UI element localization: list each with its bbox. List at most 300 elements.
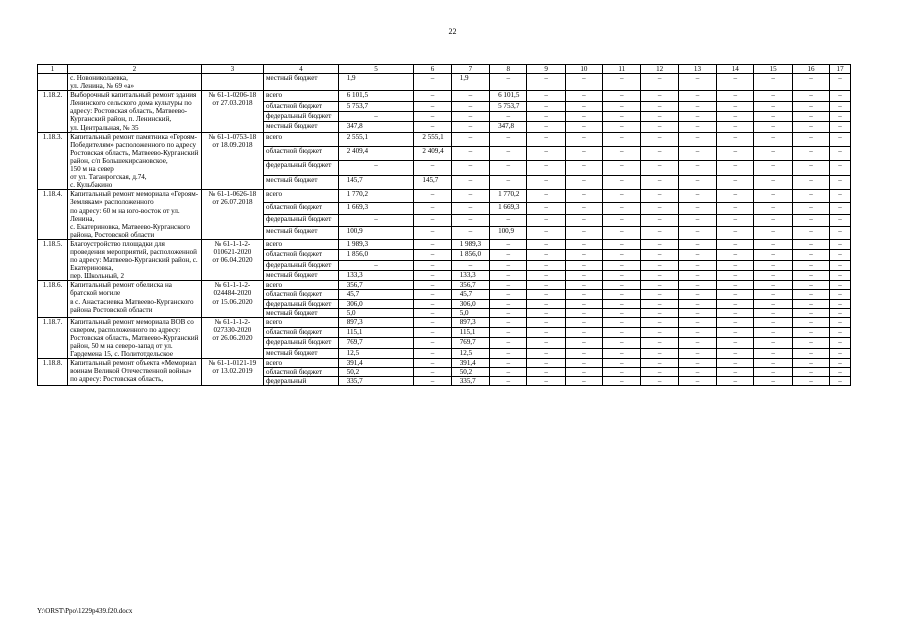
- amount-cell: –: [414, 359, 451, 368]
- amount-cell: 356,7: [338, 281, 414, 290]
- amount-cell: 133,3: [451, 270, 489, 280]
- amount-cell: 769,7: [451, 338, 489, 348]
- funding-source: федеральный бюджет: [264, 215, 339, 227]
- amount-cell: –: [451, 215, 489, 227]
- amount-cell: 6 101,5: [338, 91, 414, 101]
- amount-cell: –: [565, 101, 602, 111]
- amount-cell: –: [414, 250, 451, 260]
- table-row: [38, 190, 851, 202]
- amount-cell: –: [792, 190, 829, 202]
- column-number: 11: [603, 65, 641, 74]
- amount-cell: –: [527, 190, 565, 202]
- expertise-document: № 61-1-0121-19 от 13.02.2019: [201, 359, 263, 386]
- amount-cell: –: [641, 175, 678, 189]
- amount-cell: –: [490, 377, 527, 386]
- amount-cell: –: [527, 227, 565, 239]
- amount-cell: –: [792, 227, 829, 239]
- amount-cell: –: [490, 290, 527, 299]
- amount-cell: –: [754, 317, 792, 327]
- amount-cell: 2 555,1: [338, 132, 414, 146]
- funding-source: федеральный бюджет: [264, 260, 339, 270]
- amount-cell: –: [527, 91, 565, 101]
- amount-cell: –: [754, 91, 792, 101]
- amount-cell: –: [414, 377, 451, 386]
- amount-cell: –: [641, 91, 678, 101]
- amount-cell: –: [641, 132, 678, 146]
- amount-cell: –: [565, 308, 602, 317]
- amount-cell: –: [754, 290, 792, 299]
- amount-cell: –: [565, 74, 602, 91]
- amount-cell: –: [792, 290, 829, 299]
- amount-cell: 1 770,2: [490, 190, 527, 202]
- amount-cell: –: [451, 227, 489, 239]
- item-number: 1.18.5.: [38, 239, 68, 280]
- table-row: [38, 281, 851, 290]
- funding-source: федеральный бюджет: [264, 161, 339, 175]
- amount-cell: –: [565, 175, 602, 189]
- amount-cell: –: [603, 175, 641, 189]
- amount-cell: –: [754, 190, 792, 202]
- amount-cell: –: [414, 317, 451, 327]
- amount-cell: 1,9: [338, 74, 414, 91]
- amount-cell: –: [414, 122, 451, 132]
- program-table: [37, 64, 851, 386]
- amount-cell: 335,7: [451, 377, 489, 386]
- object-description: Капитальный ремонт объекта «Мемориал воинам Великой Отечественной войны» по адресу: Ростовская область,: [68, 359, 202, 386]
- amount-cell: –: [754, 175, 792, 189]
- object-description: Капитальный ремонт мемориала «Героям-Землякам» расположенного по адресу: 60 м на юго-восток от ул. Ленина, с. Екатериновка, Матвеево-Курганского района, Ростовской области: [68, 190, 202, 240]
- column-number: 3: [201, 65, 263, 74]
- amount-cell: –: [641, 348, 678, 358]
- amount-cell: –: [565, 239, 602, 249]
- amount-cell: –: [717, 122, 754, 132]
- amount-cell: 100,9: [338, 227, 414, 239]
- amount-cell: –: [414, 202, 451, 214]
- amount-cell: –: [754, 215, 792, 227]
- amount-cell: 897,3: [338, 317, 414, 327]
- amount-cell: –: [754, 377, 792, 386]
- funding-source: местный бюджет: [264, 348, 339, 358]
- amount-cell: –: [451, 161, 489, 175]
- funding-source: местный бюджет: [264, 227, 339, 239]
- amount-cell: –: [678, 338, 716, 348]
- funding-source: местный бюджет: [264, 270, 339, 280]
- expertise-document: № 61-1-1-2- 024484-2020 от 15.06.2020: [201, 281, 263, 317]
- amount-cell: –: [641, 190, 678, 202]
- amount-cell: 133,3: [338, 270, 414, 280]
- amount-cell: –: [792, 147, 829, 161]
- amount-cell: –: [830, 132, 851, 146]
- amount-cell: –: [678, 175, 716, 189]
- object-description: Капитальный ремонт мемориала ВОВ со сквером, расположенного по адресу: Ростовская область, Матвеево-Курганский район, 50 м на северо-запад от ул. Гардемена 15, с. Политотдельское: [68, 317, 202, 358]
- amount-cell: 1 856,0: [338, 250, 414, 260]
- amount-cell: –: [678, 290, 716, 299]
- amount-cell: –: [603, 281, 641, 290]
- amount-cell: –: [451, 101, 489, 111]
- amount-cell: –: [414, 281, 451, 290]
- amount-cell: –: [414, 161, 451, 175]
- amount-cell: –: [754, 250, 792, 260]
- amount-cell: –: [527, 359, 565, 368]
- amount-cell: –: [603, 260, 641, 270]
- funding-source: всего: [264, 132, 339, 146]
- amount-cell: –: [641, 270, 678, 280]
- amount-cell: –: [641, 215, 678, 227]
- column-number: 8: [490, 65, 527, 74]
- amount-cell: –: [603, 215, 641, 227]
- amount-cell: –: [678, 190, 716, 202]
- amount-cell: –: [754, 227, 792, 239]
- amount-cell: –: [565, 190, 602, 202]
- funding-source: областной бюджет: [264, 290, 339, 299]
- amount-cell: –: [717, 290, 754, 299]
- amount-cell: 306,0: [338, 299, 414, 308]
- amount-cell: –: [603, 317, 641, 327]
- amount-cell: –: [641, 281, 678, 290]
- amount-cell: –: [641, 147, 678, 161]
- amount-cell: –: [754, 132, 792, 146]
- amount-cell: –: [830, 281, 851, 290]
- amount-cell: –: [527, 215, 565, 227]
- amount-cell: –: [792, 74, 829, 91]
- amount-cell: –: [792, 260, 829, 270]
- amount-cell: –: [641, 377, 678, 386]
- column-number: 5: [338, 65, 414, 74]
- amount-cell: –: [414, 111, 451, 121]
- amount-cell: 1 669,3: [338, 202, 414, 214]
- expertise-document: № 61-1-0206-18 от 27.03.2018: [201, 91, 263, 132]
- amount-cell: –: [527, 290, 565, 299]
- amount-cell: –: [603, 74, 641, 91]
- column-number: 16: [792, 65, 829, 74]
- amount-cell: –: [603, 348, 641, 358]
- amount-cell: –: [603, 227, 641, 239]
- column-number-row: [38, 65, 851, 74]
- amount-cell: –: [717, 299, 754, 308]
- amount-cell: –: [792, 281, 829, 290]
- amount-cell: –: [792, 377, 829, 386]
- amount-cell: –: [717, 281, 754, 290]
- amount-cell: –: [527, 239, 565, 249]
- amount-cell: –: [792, 368, 829, 377]
- funding-source: всего: [264, 317, 339, 327]
- funding-source: местный бюджет: [264, 175, 339, 189]
- table-row: [38, 317, 851, 327]
- amount-cell: –: [754, 161, 792, 175]
- funding-source: всего: [264, 239, 339, 249]
- amount-cell: –: [527, 147, 565, 161]
- amount-cell: –: [490, 270, 527, 280]
- amount-cell: –: [830, 338, 851, 348]
- amount-cell: –: [830, 368, 851, 377]
- amount-cell: –: [678, 328, 716, 338]
- amount-cell: 100,9: [490, 227, 527, 239]
- amount-cell: –: [678, 215, 716, 227]
- amount-cell: –: [754, 348, 792, 358]
- amount-cell: –: [414, 368, 451, 377]
- amount-cell: –: [717, 161, 754, 175]
- column-number: 14: [717, 65, 754, 74]
- amount-cell: –: [565, 328, 602, 338]
- amount-cell: –: [830, 239, 851, 249]
- amount-cell: –: [603, 91, 641, 101]
- amount-cell: –: [603, 359, 641, 368]
- amount-cell: –: [678, 202, 716, 214]
- amount-cell: –: [678, 368, 716, 377]
- amount-cell: –: [678, 101, 716, 111]
- amount-cell: –: [754, 270, 792, 280]
- item-number: 1.18.6.: [38, 281, 68, 317]
- amount-cell: –: [717, 101, 754, 111]
- amount-cell: –: [717, 377, 754, 386]
- amount-cell: –: [830, 270, 851, 280]
- amount-cell: 45,7: [451, 290, 489, 299]
- amount-cell: 6 101,5: [490, 91, 527, 101]
- amount-cell: –: [451, 202, 489, 214]
- amount-cell: –: [490, 111, 527, 121]
- amount-cell: –: [792, 348, 829, 358]
- amount-cell: –: [678, 161, 716, 175]
- amount-cell: 1 989,3: [338, 239, 414, 249]
- funding-source: областной бюджет: [264, 202, 339, 214]
- amount-cell: –: [754, 281, 792, 290]
- amount-cell: –: [414, 270, 451, 280]
- amount-cell: –: [717, 250, 754, 260]
- amount-cell: –: [641, 317, 678, 327]
- amount-cell: –: [527, 317, 565, 327]
- amount-cell: –: [678, 348, 716, 358]
- amount-cell: –: [792, 299, 829, 308]
- amount-cell: 335,7: [338, 377, 414, 386]
- funding-source: всего: [264, 359, 339, 368]
- amount-cell: –: [490, 175, 527, 189]
- amount-cell: –: [717, 338, 754, 348]
- amount-cell: –: [678, 317, 716, 327]
- amount-cell: –: [414, 338, 451, 348]
- amount-cell: –: [565, 270, 602, 280]
- amount-cell: 1 989,3: [451, 239, 489, 249]
- amount-cell: –: [641, 250, 678, 260]
- amount-cell: –: [830, 161, 851, 175]
- amount-cell: –: [565, 250, 602, 260]
- amount-cell: 115,1: [338, 328, 414, 338]
- amount-cell: –: [641, 338, 678, 348]
- funding-source: федеральный бюджет: [264, 299, 339, 308]
- amount-cell: –: [490, 328, 527, 338]
- amount-cell: –: [717, 317, 754, 327]
- amount-cell: –: [717, 359, 754, 368]
- amount-cell: –: [565, 368, 602, 377]
- amount-cell: –: [830, 260, 851, 270]
- amount-cell: 356,7: [451, 281, 489, 290]
- amount-cell: –: [754, 74, 792, 91]
- funding-source: всего: [264, 91, 339, 101]
- amount-cell: –: [527, 175, 565, 189]
- amount-cell: 2 555,1: [414, 132, 451, 146]
- object-description: с. Новониколаевка, ул. Ленина, № 69 «а»: [68, 74, 202, 91]
- amount-cell: –: [490, 132, 527, 146]
- amount-cell: –: [527, 299, 565, 308]
- amount-cell: –: [527, 328, 565, 338]
- amount-cell: 5,0: [338, 308, 414, 317]
- amount-cell: –: [792, 161, 829, 175]
- amount-cell: –: [603, 202, 641, 214]
- amount-cell: –: [565, 338, 602, 348]
- amount-cell: –: [641, 328, 678, 338]
- amount-cell: –: [527, 368, 565, 377]
- amount-cell: 50,2: [338, 368, 414, 377]
- amount-cell: 347,8: [490, 122, 527, 132]
- amount-cell: 391,4: [451, 359, 489, 368]
- amount-cell: –: [490, 161, 527, 175]
- funding-source: областной бюджет: [264, 250, 339, 260]
- amount-cell: –: [792, 101, 829, 111]
- amount-cell: –: [565, 359, 602, 368]
- amount-cell: –: [678, 281, 716, 290]
- amount-cell: –: [603, 132, 641, 146]
- amount-cell: –: [792, 215, 829, 227]
- amount-cell: –: [792, 270, 829, 280]
- amount-cell: –: [717, 202, 754, 214]
- amount-cell: –: [490, 299, 527, 308]
- amount-cell: –: [830, 74, 851, 91]
- amount-cell: –: [792, 202, 829, 214]
- expertise-document: [201, 74, 263, 91]
- expertise-document: № 61-1-1-2- 027330-2020 от 26.06.2020: [201, 317, 263, 358]
- amount-cell: 1 770,2: [338, 190, 414, 202]
- amount-cell: –: [678, 239, 716, 249]
- amount-cell: –: [641, 359, 678, 368]
- amount-cell: –: [678, 91, 716, 101]
- column-number: 4: [264, 65, 339, 74]
- amount-cell: –: [490, 281, 527, 290]
- amount-cell: –: [792, 328, 829, 338]
- amount-cell: –: [641, 74, 678, 91]
- amount-cell: –: [754, 111, 792, 121]
- amount-cell: –: [717, 147, 754, 161]
- expertise-document: № 61-1-0753-18 от 18.09.2018: [201, 132, 263, 190]
- amount-cell: –: [754, 122, 792, 132]
- amount-cell: –: [490, 239, 527, 249]
- file-path: Y:\ORST\Ppo\1229p439.f20.docx: [37, 607, 133, 615]
- amount-cell: –: [830, 175, 851, 189]
- amount-cell: –: [527, 101, 565, 111]
- amount-cell: –: [527, 250, 565, 260]
- amount-cell: –: [451, 147, 489, 161]
- item-number: 1.18.8.: [38, 359, 68, 386]
- amount-cell: –: [565, 317, 602, 327]
- object-description: Капитальный ремонт обелиска на братской могиле в с. Анастасиевка Матвеево-Курганского района Ростовской области: [68, 281, 202, 317]
- table-row: [38, 359, 851, 368]
- amount-cell: –: [414, 328, 451, 338]
- funding-source: федеральный бюджет: [264, 111, 339, 121]
- amount-cell: –: [490, 250, 527, 260]
- amount-cell: 897,3: [451, 317, 489, 327]
- amount-cell: –: [754, 101, 792, 111]
- amount-cell: –: [414, 290, 451, 299]
- amount-cell: –: [527, 111, 565, 121]
- amount-cell: 769,7: [338, 338, 414, 348]
- amount-cell: –: [603, 299, 641, 308]
- amount-cell: –: [603, 161, 641, 175]
- amount-cell: –: [830, 317, 851, 327]
- column-number: 17: [830, 65, 851, 74]
- amount-cell: –: [678, 260, 716, 270]
- amount-cell: 2 409,4: [338, 147, 414, 161]
- amount-cell: –: [678, 359, 716, 368]
- amount-cell: –: [414, 190, 451, 202]
- amount-cell: –: [603, 308, 641, 317]
- amount-cell: –: [603, 101, 641, 111]
- amount-cell: –: [792, 91, 829, 101]
- amount-cell: 5 753,7: [490, 101, 527, 111]
- column-number: 7: [451, 65, 489, 74]
- amount-cell: 306,0: [451, 299, 489, 308]
- table-row: [38, 239, 851, 249]
- amount-cell: –: [754, 260, 792, 270]
- amount-cell: –: [754, 328, 792, 338]
- amount-cell: –: [830, 250, 851, 260]
- amount-cell: –: [490, 317, 527, 327]
- amount-cell: –: [527, 132, 565, 146]
- amount-cell: –: [565, 91, 602, 101]
- amount-cell: –: [641, 227, 678, 239]
- amount-cell: –: [678, 299, 716, 308]
- amount-cell: –: [754, 308, 792, 317]
- amount-cell: –: [717, 260, 754, 270]
- amount-cell: 115,1: [451, 328, 489, 338]
- amount-cell: –: [414, 101, 451, 111]
- amount-cell: –: [678, 270, 716, 280]
- funding-source: областной бюджет: [264, 147, 339, 161]
- amount-cell: –: [830, 202, 851, 214]
- amount-cell: –: [792, 359, 829, 368]
- amount-cell: –: [678, 227, 716, 239]
- amount-cell: –: [414, 74, 451, 91]
- amount-cell: 391,4: [338, 359, 414, 368]
- amount-cell: –: [451, 122, 489, 132]
- amount-cell: –: [830, 377, 851, 386]
- amount-cell: –: [603, 377, 641, 386]
- amount-cell: –: [754, 147, 792, 161]
- amount-cell: –: [490, 338, 527, 348]
- amount-cell: –: [527, 338, 565, 348]
- column-number: 9: [527, 65, 565, 74]
- amount-cell: –: [678, 74, 716, 91]
- amount-cell: –: [565, 147, 602, 161]
- page-number: 22: [448, 27, 457, 36]
- funding-source: местный бюджет: [264, 308, 339, 317]
- amount-cell: –: [527, 270, 565, 280]
- funding-source: местный бюджет: [264, 74, 339, 91]
- amount-cell: –: [641, 122, 678, 132]
- amount-cell: –: [754, 202, 792, 214]
- item-number: 1.18.3.: [38, 132, 68, 190]
- amount-cell: –: [678, 122, 716, 132]
- amount-cell: –: [565, 299, 602, 308]
- amount-cell: –: [603, 111, 641, 121]
- funding-source: областной бюджет: [264, 368, 339, 377]
- amount-cell: –: [641, 202, 678, 214]
- expertise-document: № 61-1-1-2- 010621-2020 от 06.04.2020: [201, 239, 263, 280]
- amount-cell: –: [565, 348, 602, 358]
- amount-cell: 145,7: [414, 175, 451, 189]
- amount-cell: –: [451, 132, 489, 146]
- amount-cell: –: [792, 132, 829, 146]
- amount-cell: –: [565, 111, 602, 121]
- amount-cell: –: [830, 348, 851, 358]
- amount-cell: –: [792, 308, 829, 317]
